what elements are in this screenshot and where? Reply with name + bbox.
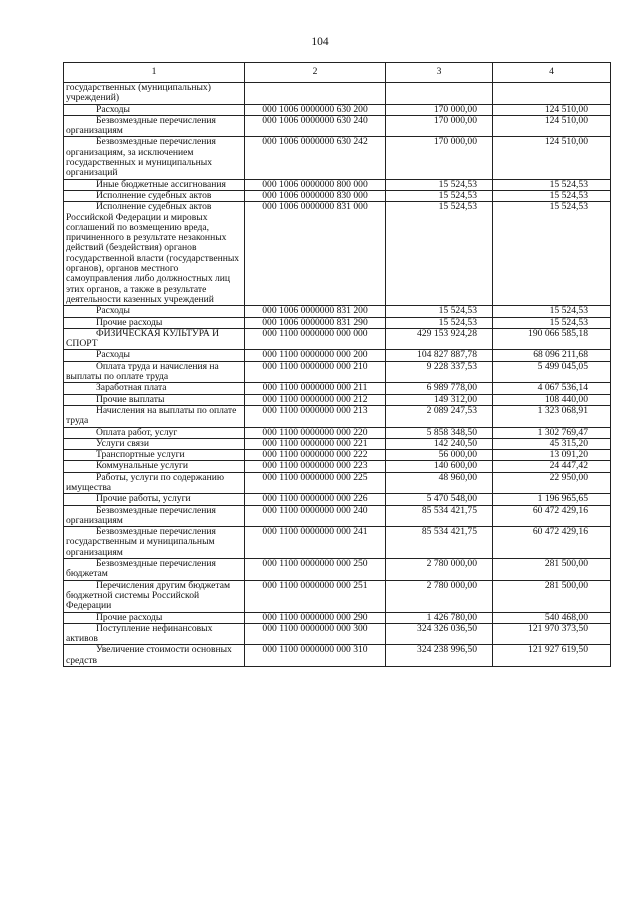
row-value-col3: 104 827 887,78 — [386, 350, 493, 361]
row-name-text: Безвозмездные перечисления организациям — [66, 114, 216, 137]
row-value-col3: 2 089 247,53 — [386, 405, 493, 427]
table-row — [64, 505, 611, 527]
row-value-col4: 121 970 373,50 — [493, 623, 611, 645]
row-value-col4: 124 510,00 — [493, 115, 611, 137]
row-value-col4: 24 447,42 — [493, 461, 611, 472]
row-value-col4: 15 524,53 — [493, 190, 611, 201]
table-body — [64, 83, 611, 667]
row-value-col3: 5 470 548,00 — [386, 494, 493, 505]
table-row — [64, 427, 611, 438]
row-code: 000 1006 0000000 630 242 — [245, 137, 386, 179]
table-row — [64, 645, 611, 667]
row-value-col4: 281 500,00 — [493, 559, 611, 581]
row-name-text: Перечисления другим бюджетам бюджетной системы Российской Федерации — [66, 579, 231, 612]
table-row — [64, 83, 611, 105]
row-value-col4: 4 067 536,14 — [493, 383, 611, 394]
row-value-col3: 15 524,53 — [386, 317, 493, 328]
row-name-text: Прочие работы, услуги — [96, 493, 191, 505]
row-name — [64, 405, 245, 427]
row-value-col4: 108 440,00 — [493, 394, 611, 405]
row-value-col4: 60 472 429,16 — [493, 505, 611, 527]
row-code: 000 1100 0000000 000 210 — [245, 361, 386, 383]
row-value-col4: 45 315,20 — [493, 438, 611, 449]
table-row — [64, 350, 611, 361]
table-row — [64, 115, 611, 137]
header-col-4: 4 — [493, 63, 611, 83]
row-value-col4: 540 468,00 — [493, 612, 611, 623]
row-name-text: Исполнение судебных актов — [96, 189, 212, 201]
row-name — [64, 559, 245, 581]
row-code: 000 1100 0000000 000 221 — [245, 438, 386, 449]
row-name-text: Расходы — [96, 103, 131, 115]
header-row — [64, 63, 611, 83]
row-name — [64, 580, 245, 612]
row-name — [64, 104, 245, 115]
row-code: 000 1100 0000000 000 223 — [245, 461, 386, 472]
row-name — [64, 83, 245, 105]
row-code: 000 1100 0000000 000 000 — [245, 328, 386, 350]
row-name — [64, 450, 245, 461]
row-value-col3: 2 780 000,00 — [386, 559, 493, 581]
row-name-text: Увеличение стоимости основных средств — [66, 644, 232, 666]
row-name — [64, 645, 245, 667]
row-value-col4: 1 323 068,91 — [493, 405, 611, 427]
row-value-col4: 190 066 585,18 — [493, 328, 611, 350]
row-code: 000 1100 0000000 000 225 — [245, 472, 386, 494]
row-name-text: ФИЗИЧЕСКАЯ КУЛЬТУРА И СПОРТ — [66, 327, 220, 350]
row-name — [64, 505, 245, 527]
row-code: 000 1100 0000000 000 222 — [245, 450, 386, 461]
row-name-text: Оплата работ, услуг — [96, 426, 178, 438]
row-name — [64, 383, 245, 394]
row-value-col3: 149 312,00 — [386, 394, 493, 405]
row-value-col4: 15 524,53 — [493, 179, 611, 190]
row-value-col3: 15 524,53 — [386, 179, 493, 190]
row-name — [64, 115, 245, 137]
row-code: 000 1100 0000000 000 250 — [245, 559, 386, 581]
table-row — [64, 472, 611, 494]
row-name — [64, 137, 245, 179]
row-value-col3 — [386, 83, 493, 105]
row-value-col3: 15 524,53 — [386, 306, 493, 317]
row-name-text: Транспортные услуги — [96, 449, 185, 461]
row-code: 000 1006 0000000 831 290 — [245, 317, 386, 328]
row-code: 000 1006 0000000 800 000 — [245, 179, 386, 190]
row-name — [64, 494, 245, 505]
row-name — [64, 190, 245, 201]
row-name-text: Заработная плата — [96, 382, 167, 394]
row-code: 000 1100 0000000 000 220 — [245, 427, 386, 438]
table-row — [64, 306, 611, 317]
header-col-3: 3 — [386, 63, 493, 83]
row-name — [64, 317, 245, 328]
row-name-text: Коммунальные услуги — [96, 460, 189, 472]
table-row — [64, 179, 611, 190]
table-row — [64, 137, 611, 179]
row-name — [64, 328, 245, 350]
table-row — [64, 317, 611, 328]
row-name-text: Поступление нефинансовых активов — [66, 622, 213, 645]
row-value-col4: 13 091,20 — [493, 450, 611, 461]
row-name-text: Безвозмездные перечисления бюджетам — [66, 558, 216, 580]
row-code: 000 1006 0000000 831 000 — [245, 202, 386, 306]
row-name-text: Безвозмездные перечисления государственным и муниципальным организациям — [66, 526, 216, 558]
row-value-col3: 140 600,00 — [386, 461, 493, 472]
row-value-col4: 15 524,53 — [493, 317, 611, 328]
header-col-1: 1 — [64, 63, 245, 83]
row-name — [64, 306, 245, 317]
row-value-col4: 5 499 045,05 — [493, 361, 611, 383]
row-name-text: Начисления на выплаты по оплате труда — [66, 404, 237, 427]
row-value-col4: 121 927 619,50 — [493, 645, 611, 667]
table-row — [64, 190, 611, 201]
row-name — [64, 361, 245, 383]
row-name-text: Безвозмездные перечисления организациям — [66, 504, 216, 526]
row-name-text: Работы, услуги по содержанию имущества — [66, 471, 225, 493]
table-row — [64, 623, 611, 645]
row-code: 000 1100 0000000 000 290 — [245, 612, 386, 623]
row-value-col3: 56 000,00 — [386, 450, 493, 461]
row-name-text: Иные бюджетные ассигнования — [96, 178, 226, 190]
table-row — [64, 361, 611, 383]
row-value-col3: 170 000,00 — [386, 137, 493, 179]
row-value-col3: 9 228 337,53 — [386, 361, 493, 383]
row-name-text: Исполнение судебных актов Российской Федерации и мировых соглашений по возмещению вреда, причиненного в результате незаконных действий (бездействия) органов государственной власти (государственных органов), органов местного самоуправления либо должностных лиц этих органов, а также в результате деятельности казенных учреждений — [66, 201, 240, 305]
table-row — [64, 104, 611, 115]
row-code: 000 1100 0000000 000 310 — [245, 645, 386, 667]
row-name — [64, 438, 245, 449]
table-row — [64, 328, 611, 350]
row-code: 000 1006 0000000 630 200 — [245, 104, 386, 115]
row-name-text: Оплата труда и начисления на выплаты по оплате труда — [66, 360, 219, 383]
row-code — [245, 83, 386, 105]
table-row — [64, 438, 611, 449]
table-row — [64, 612, 611, 623]
table-row — [64, 559, 611, 581]
row-value-col4: 124 510,00 — [493, 104, 611, 115]
table-row — [64, 494, 611, 505]
row-value-col3: 15 524,53 — [386, 190, 493, 201]
row-code: 000 1006 0000000 830 000 — [245, 190, 386, 201]
row-name — [64, 612, 245, 623]
row-code: 000 1100 0000000 000 212 — [245, 394, 386, 405]
row-name-text: Прочие расходы — [96, 611, 163, 623]
row-value-col3: 170 000,00 — [386, 115, 493, 137]
row-value-col4: 1 302 769,47 — [493, 427, 611, 438]
row-value-col4: 15 524,53 — [493, 306, 611, 317]
row-value-col4: 60 472 429,16 — [493, 527, 611, 559]
row-value-col3: 5 858 348,50 — [386, 427, 493, 438]
header-col-2: 2 — [245, 63, 386, 83]
row-code: 000 1100 0000000 000 200 — [245, 350, 386, 361]
row-code: 000 1100 0000000 000 211 — [245, 383, 386, 394]
table-row — [64, 461, 611, 472]
row-value-col4: 22 950,00 — [493, 472, 611, 494]
row-name-text: Расходы — [96, 305, 131, 317]
row-value-col3: 170 000,00 — [386, 104, 493, 115]
page-number: 104 — [311, 36, 329, 48]
row-code: 000 1100 0000000 000 251 — [245, 580, 386, 612]
row-name-text: Расходы — [96, 349, 131, 361]
row-value-col4: 15 524,53 — [493, 202, 611, 306]
table-row — [64, 580, 611, 612]
row-name — [64, 461, 245, 472]
row-name — [64, 472, 245, 494]
table-row — [64, 405, 611, 427]
row-name — [64, 202, 245, 306]
row-value-col3: 142 240,50 — [386, 438, 493, 449]
row-code: 000 1100 0000000 000 213 — [245, 405, 386, 427]
row-value-col3: 85 534 421,75 — [386, 505, 493, 527]
row-name — [64, 623, 245, 645]
row-value-col3: 85 534 421,75 — [386, 527, 493, 559]
row-name-text: Безвозмездные перечисления организациям, за исключением государственных и муниципальных организаций — [66, 136, 216, 179]
row-value-col3: 429 153 924,28 — [386, 328, 493, 350]
row-name-text: Прочие расходы — [96, 316, 163, 328]
row-value-col3: 324 326 036,50 — [386, 623, 493, 645]
row-value-col4: 281 500,00 — [493, 580, 611, 612]
row-value-col4 — [493, 83, 611, 105]
row-code: 000 1100 0000000 000 241 — [245, 527, 386, 559]
row-code: 000 1006 0000000 831 200 — [245, 306, 386, 317]
row-value-col4: 68 096 211,68 — [493, 350, 611, 361]
row-name-text: Прочие выплаты — [96, 393, 165, 405]
row-name — [64, 350, 245, 361]
row-name-text: Услуги связи — [96, 437, 149, 449]
row-name — [64, 394, 245, 405]
row-value-col3: 48 960,00 — [386, 472, 493, 494]
row-value-col4: 124 510,00 — [493, 137, 611, 179]
row-value-col3: 1 426 780,00 — [386, 612, 493, 623]
row-code: 000 1100 0000000 000 226 — [245, 494, 386, 505]
row-value-col3: 6 989 778,00 — [386, 383, 493, 394]
table-row — [64, 202, 611, 306]
row-code: 000 1006 0000000 630 240 — [245, 115, 386, 137]
row-value-col3: 15 524,53 — [386, 202, 493, 306]
table-row — [64, 383, 611, 394]
table-row — [64, 394, 611, 405]
row-name-text: государственных (муниципальных) учреждений) — [66, 82, 211, 104]
table-row — [64, 527, 611, 559]
table-row — [64, 450, 611, 461]
row-name — [64, 527, 245, 559]
row-value-col4: 1 196 965,65 — [493, 494, 611, 505]
budget-table — [63, 62, 611, 667]
row-code: 000 1100 0000000 000 240 — [245, 505, 386, 527]
row-value-col3: 2 780 000,00 — [386, 580, 493, 612]
row-name — [64, 427, 245, 438]
row-name — [64, 179, 245, 190]
row-code: 000 1100 0000000 000 300 — [245, 623, 386, 645]
row-value-col3: 324 238 996,50 — [386, 645, 493, 667]
